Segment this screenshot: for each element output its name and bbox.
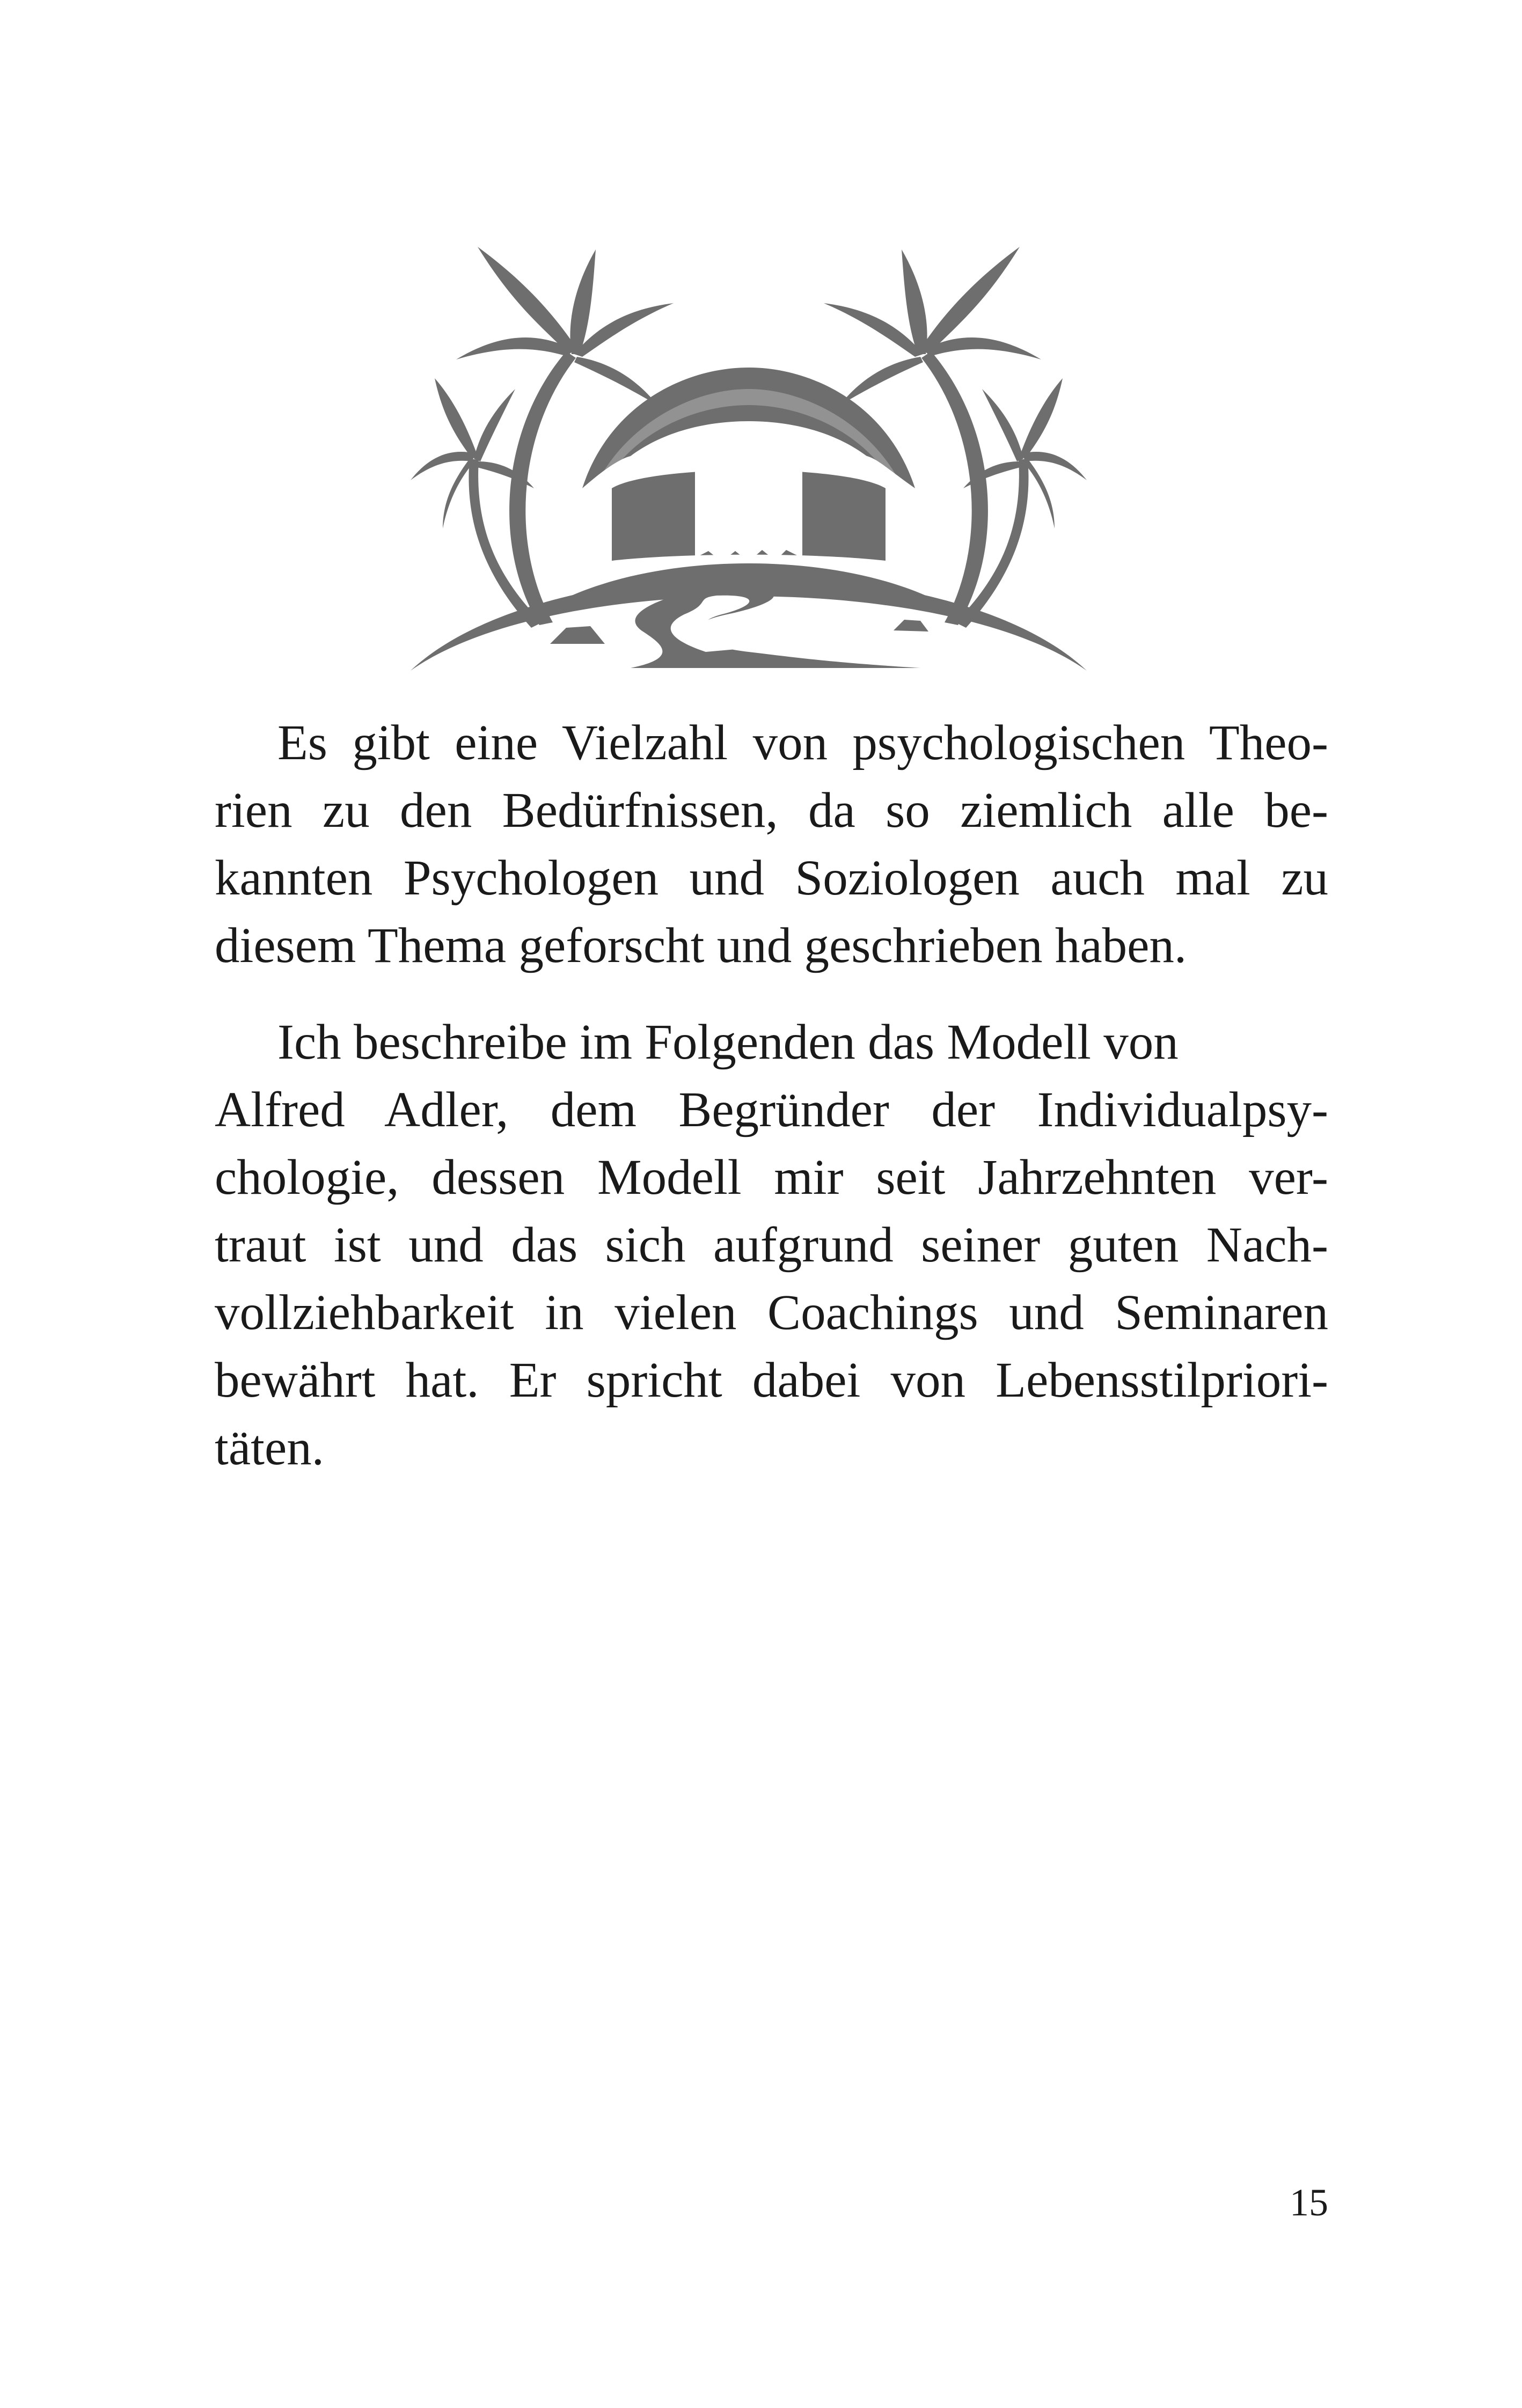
paragraph-2 [215, 1009, 1328, 1482]
text-line: rien zu den Bedürfnissen, da so ziemlich alle be- [215, 783, 1328, 838]
text-line: Es gibt eine Vielzahl von psychologischen Theo- [277, 715, 1328, 770]
text-line: vollziehbarkeit in vielen Coachings und Seminaren [215, 1285, 1328, 1340]
text-line: chologie, dessen Modell mir seit Jahrzehnten ver- [215, 1150, 1328, 1205]
text-line: bewährt hat. Er spricht dabei von Lebensstilpriori- [215, 1353, 1328, 1408]
text-line: traut ist und das sich aufgrund seiner guten Nach- [215, 1217, 1328, 1273]
text-line: Alfred Adler, dem Begründer der Individualpsy- [215, 1082, 1328, 1137]
text-line: täten. [215, 1420, 324, 1475]
hut-palm-icon [405, 244, 1092, 681]
page-number: 15 [1290, 2181, 1328, 2224]
island-hut-illustration [405, 244, 1092, 681]
text-line: Ich beschreibe im Folgenden das Modell von [277, 1015, 1179, 1070]
text-line: kannten Psychologen und Soziologen auch mal zu [215, 850, 1328, 906]
body-text [215, 709, 1328, 1482]
paragraph-1 [215, 709, 1328, 980]
text-line: diesem Thema geforscht und geschrieben haben. [215, 918, 1187, 973]
